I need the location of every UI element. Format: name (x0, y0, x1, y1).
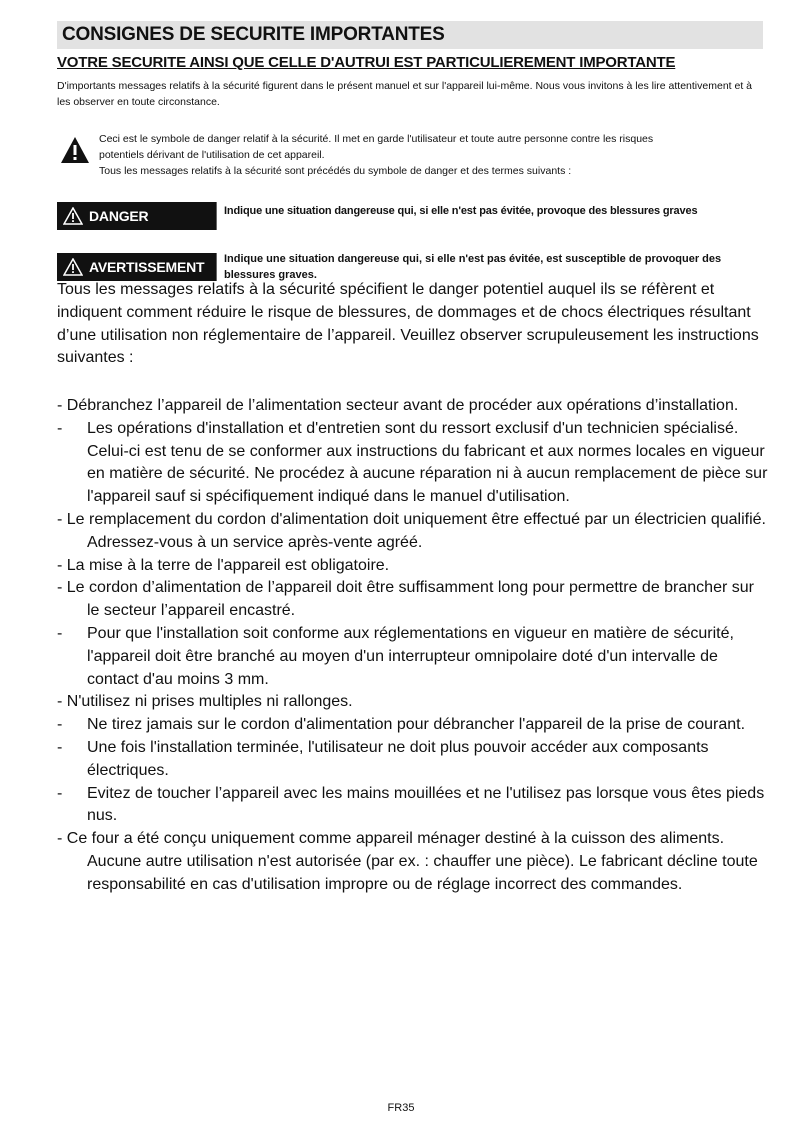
page-title: CONSIGNES DE SECURITE IMPORTANTES (62, 24, 445, 45)
subtitle: VOTRE SECURITE AINSI QUE CELLE D'AUTRUI EST PARTICULIEREMENT IMPORTANTE (57, 54, 676, 71)
rule-text: Les opérations d'installation et d'entretien sont du ressort exclusif d'un technicien spécialisé. Celui-ci est tenu de se conformer aux instructions du fabricant et aux normes locales en vigueur en matière de sécurité. Ne procédez à aucune réparation ni à aucun remplacement de pièce sur l'appareil sauf si spécifiquement indiqué dans le manuel d'utilisation. (87, 419, 768, 506)
main-paragraph: Tous les messages relatifs à la sécurité spécifient le danger potentiel auquel ils se réfèrent et indiquent comment réduire le risque de blessures, de dommages et de chocs électriques résultant d’une utilisation non réglementaire de l’appareil. Veuillez observer scrupuleusement les instructions suivantes : (57, 281, 759, 367)
list-marker: - (57, 624, 63, 642)
list-item (57, 555, 769, 578)
page-number: FR35 (387, 1102, 415, 1114)
warning-badge (57, 253, 217, 281)
safety-rules-list (57, 395, 769, 897)
list-marker: - (57, 784, 63, 802)
symbol-line: potentiels dérivant de l'utilisation de cet appareil. (99, 149, 325, 161)
danger-badge (57, 202, 217, 230)
warning-triangle-icon (63, 258, 83, 276)
list-item (57, 783, 769, 829)
symbol-line: Tous les messages relatifs à la sécurité sont précédés du symbole de danger et des termes suivants : (99, 165, 572, 177)
rule-text: - Le cordon d’alimentation de l’appareil doit être suffisamment long pour permettre de brancher sur le secteur l’appareil encastré. (57, 579, 754, 620)
rule-text: Pour que l'installation soit conforme aux réglementations en vigueur en matière de sécurité, l'appareil doit être branché au moyen d'un interrupteur omnipolaire doté d'un intervalle de contact d'au moins 3 mm. (87, 624, 734, 688)
rule-text: - Le remplacement du cordon d'alimentation doit uniquement être effectué par un électricien qualifié. Adressez-vous à un service après-vente agréé. (57, 510, 766, 551)
rule-text: - La mise à la terre de l'appareil est obligatoire. (57, 556, 390, 574)
rule-text: - N'utilisez ni prises multiples ni rallonges. (57, 693, 353, 711)
title-bar (57, 21, 763, 49)
symbol-line: Ceci est le symbole de danger relatif à la sécurité. Il met en garde l'utilisateur et toute autre personne contre les risques (99, 133, 654, 145)
list-item (57, 623, 769, 691)
rule-text: - Débranchez l’appareil de l’alimentation secteur avant de procéder aux opérations d’installation. (57, 397, 739, 414)
list-item (57, 418, 769, 509)
list-item (57, 509, 769, 555)
list-item (57, 828, 769, 896)
warning-description: Indique une situation dangereuse qui, si elle n'est pas évitée, est susceptible de provoquer des blessures graves. (224, 253, 722, 281)
list-item (57, 737, 769, 783)
rule-text: Ne tirez jamais sur le cordon d'alimentation pour débrancher l'appareil de la prise de courant. (87, 716, 746, 734)
warning-label: AVERTISSEMENT (89, 259, 205, 275)
list-item (57, 577, 769, 623)
list-item (57, 395, 769, 418)
rule-text: Une fois l'installation terminée, l'utilisateur ne doit plus pouvoir accéder aux composants électriques. (87, 738, 709, 779)
list-marker: - (57, 738, 63, 756)
rule-text: - Ce four a été conçu uniquement comme appareil ménager destiné à la cuisson des aliments. Aucune autre utilisation n'est autorisée (par ex. : chauffer une pièce). Le fabricant décline toute responsabilité en cas d'utilisation impropre ou de réglage incorrect des commandes. (57, 830, 758, 893)
rule-text: Evitez de toucher l’appareil avec les mains mouillées et ne l'utilisez pas lorsque vous êtes pieds nus. (87, 784, 765, 825)
danger-description: Indique une situation dangereuse qui, si elle n'est pas évitée, provoque des blessures graves (224, 205, 698, 217)
warning-triangle-icon (63, 207, 83, 225)
symbol-explanation (99, 131, 763, 179)
danger-label: DANGER (89, 208, 149, 224)
list-item (57, 714, 769, 737)
intro-text: D'importants messages relatifs à la sécurité figurent dans le présent manuel et sur l'appareil lui-même. Nous vous invitons à les lire attentivement et à les observer en toute circonstance. (57, 80, 753, 108)
list-item (57, 691, 769, 714)
warning-triangle-icon (60, 136, 90, 164)
list-marker: - (57, 419, 63, 437)
list-marker: - (57, 716, 63, 734)
